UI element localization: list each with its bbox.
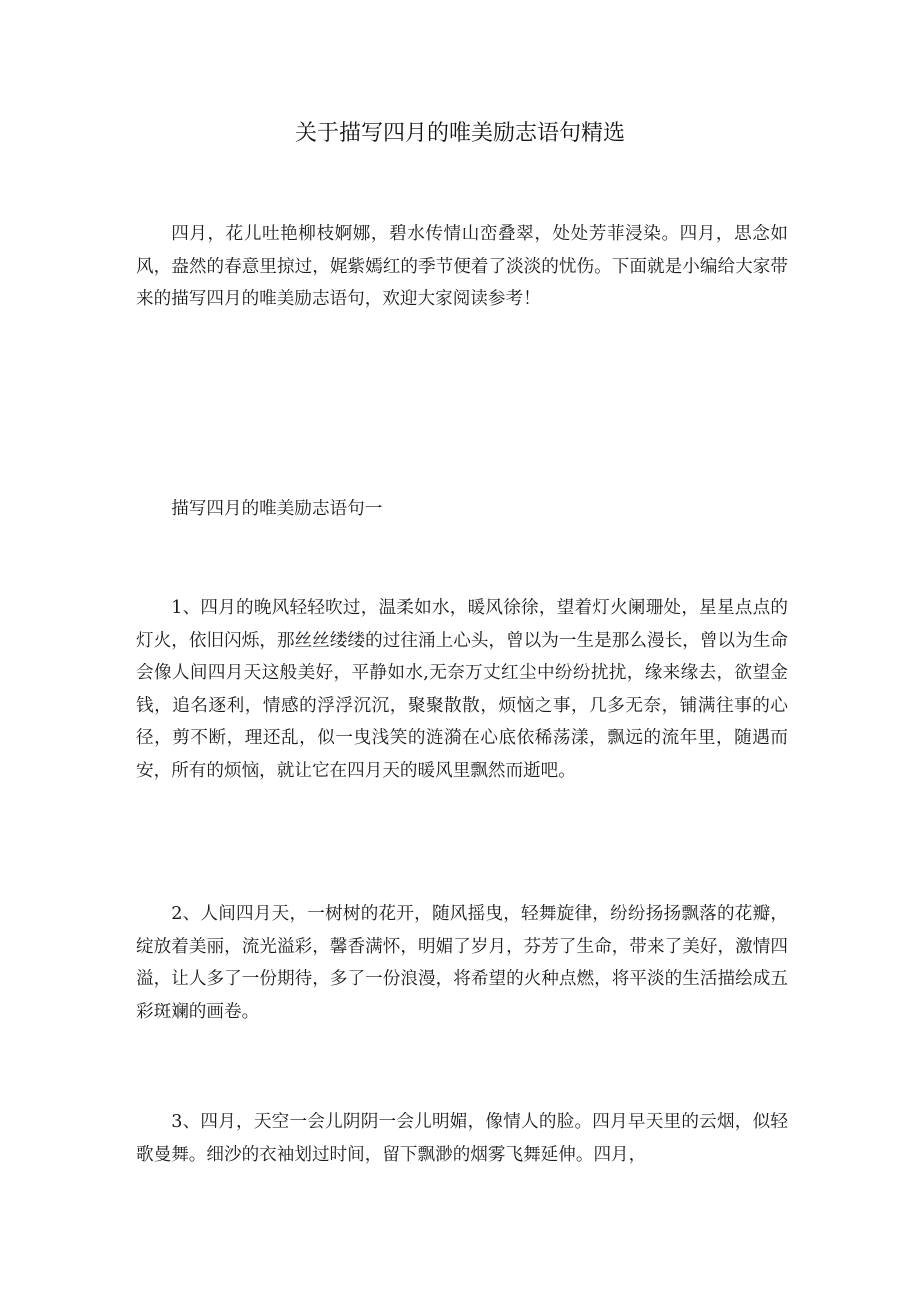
list-item-1: 1、四月的晚风轻轻吹过，温柔如水，暖风徐徐，望着灯火阑珊处，星星点点的灯火，依旧闪烁，那丝丝缕缕的过往涌上心头，曾以为一生是那么漫长，曾以为生命会像人间四月天这般美好，平静如水,无奈万丈红尘中纷纷扰扰，缘来缘去，欲望金钱，追名逐利，情感的浮浮沉沉，聚聚散散，烦恼之事，几多无奈，铺满往事的心径，剪不断，理还乱，似一曳浅笑的涟漪在心底依稀荡漾，飘远的流年里，随遇而安，所有的烦恼，就让它在四月天的暖风里飘然而逝吧。	[136, 598, 788, 781]
document-title: 关于描写四月的唯美励志语句精选	[294, 121, 625, 146]
section-heading: 描写四月的唯美励志语句一	[171, 499, 383, 519]
list-item-2: 2、人间四月天，一树树的花开，随风摇曳，轻舞旋律，纷纷扬扬飘落的花瓣，绽放着美丽，流光溢彩，馨香满怀，明媚了岁月，芬芳了生命，带来了美好，激情四溢，让人多了一份期待，多了一份浪漫，将希望的火种点燃，将平淡的生活描绘成五彩斑斓的画卷。	[136, 904, 788, 1022]
intro-paragraph: 四月，花儿吐艳柳枝婀娜，碧水传情山峦叠翠，处处芳菲浸染。四月，思念如风，盎然的春意里掠过，娓紫嫣红的季节便着了淡淡的忧伤。下面就是小编给大家带来的描写四月的唯美励志语句，欢迎大家阅读参考！	[136, 224, 788, 309]
list-item-3: 3、四月，天空一会儿阴阴一会儿明媚，像情人的脸。四月早天里的云烟，似轻歌曼舞。细沙的衣袖划过时间，留下飘渺的烟雾飞舞延伸。四月，	[136, 1112, 788, 1165]
